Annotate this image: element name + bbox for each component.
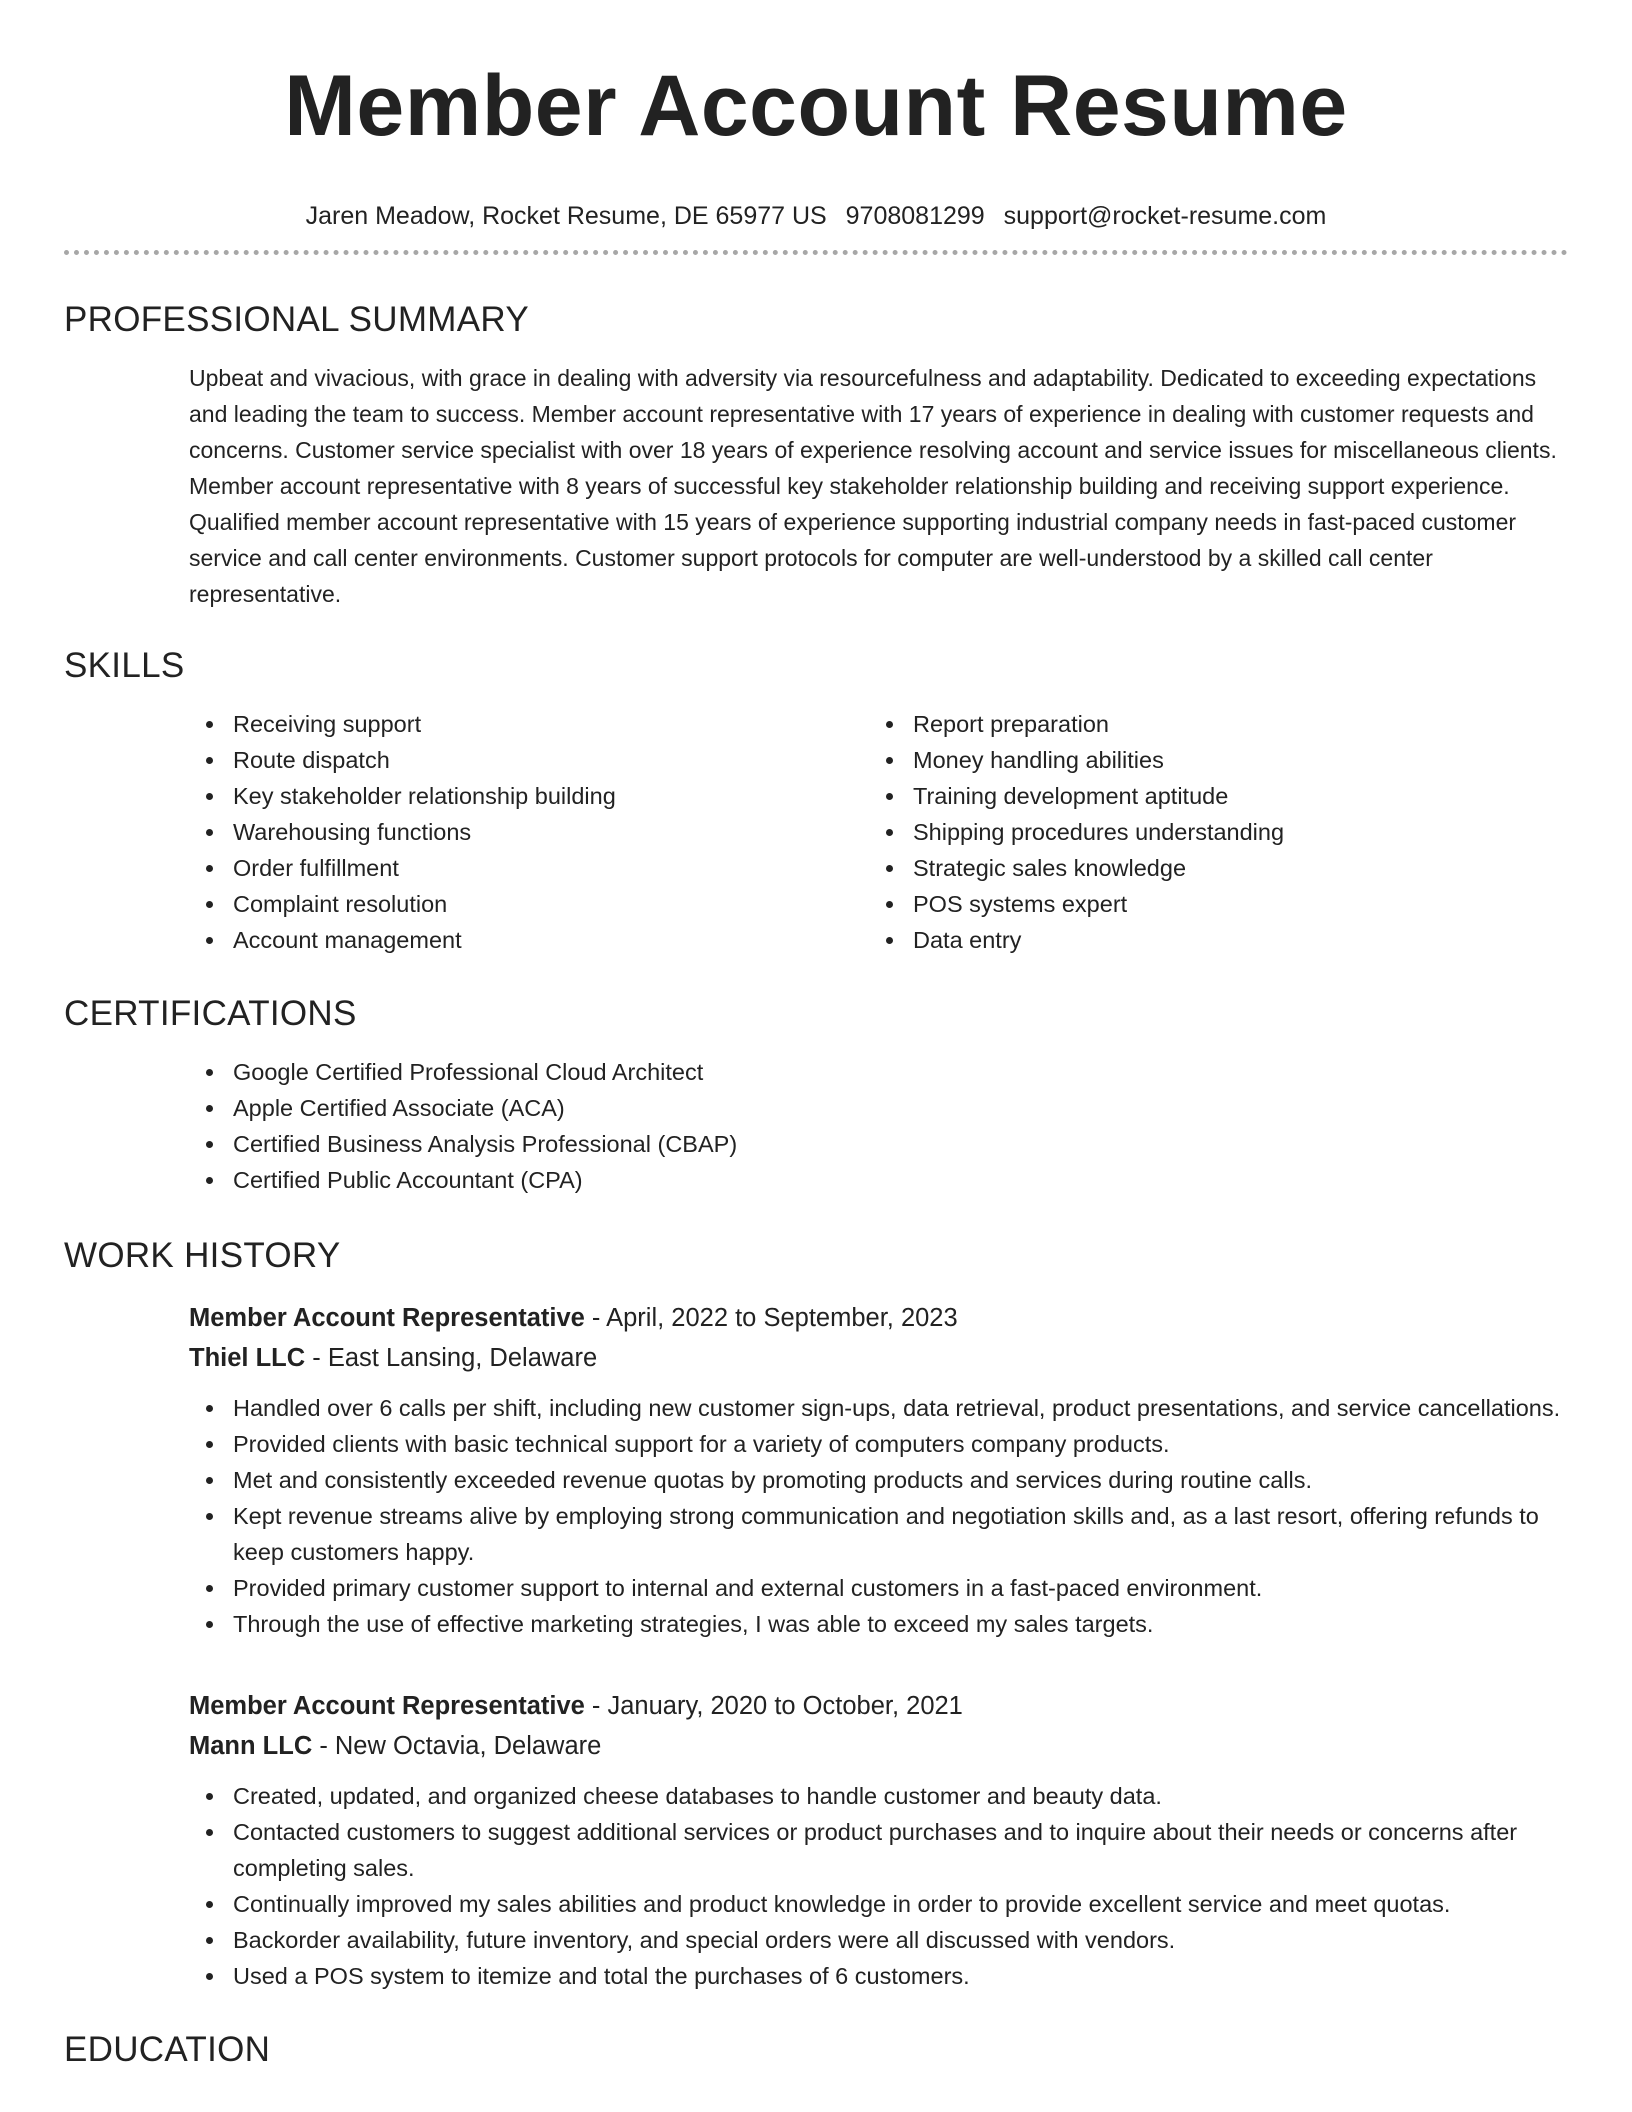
resume-title: Member Account Resume xyxy=(284,58,1348,154)
job-title: Member Account Representative xyxy=(189,1692,585,1720)
skill-item: Training development aptitude xyxy=(869,778,1549,814)
job-bullet: Met and consistently exceeded revenue quotas by promoting products and services during routine calls. xyxy=(189,1462,1568,1498)
contact-email: support@rocket-resume.com xyxy=(1003,202,1327,230)
education-section xyxy=(64,2020,1568,2080)
job-company: Thiel LLC xyxy=(189,1344,306,1372)
skills-heading: SKILLS xyxy=(64,646,185,685)
skill-item: Route dispatch xyxy=(189,742,869,778)
skill-item: Money handling abilities xyxy=(869,742,1549,778)
skill-item: Data entry xyxy=(869,922,1549,958)
contact-phone: 9708081299 xyxy=(845,202,985,230)
summary-heading: PROFESSIONAL SUMMARY xyxy=(64,300,529,339)
certification-item: Certified Business Analysis Professional (CBAP) xyxy=(189,1126,1568,1162)
contact-address: Jaren Meadow, Rocket Resume, DE 65977 US xyxy=(305,202,827,230)
job-company: Mann LLC xyxy=(189,1732,313,1760)
job-bullet: Provided primary customer support to internal and external customers in a fast-paced environment. xyxy=(189,1570,1568,1606)
skill-item: POS systems expert xyxy=(869,886,1549,922)
job-company-line xyxy=(189,1338,1568,1378)
job-bullet: Created, updated, and organized cheese databases to handle customer and beauty data. xyxy=(189,1778,1568,1814)
skills-list-left xyxy=(189,706,869,958)
job-title: Member Account Representative xyxy=(189,1304,585,1332)
job-dates: - January, 2020 to October, 2021 xyxy=(584,1692,963,1720)
education-heading: EDUCATION xyxy=(64,2030,271,2069)
skill-item: Strategic sales knowledge xyxy=(869,850,1549,886)
header-divider xyxy=(64,250,1568,255)
job-bullet: Backorder availability, future inventory, and special orders were all discussed with vendors. xyxy=(189,1922,1568,1958)
certifications-list xyxy=(189,1054,1568,1198)
job-company-line xyxy=(189,1726,1568,1766)
certifications-heading: CERTIFICATIONS xyxy=(64,994,357,1033)
job-bullets xyxy=(189,1390,1568,1642)
job-bullet: Provided clients with basic technical support for a variety of computers company products. xyxy=(189,1426,1568,1462)
job-location: - East Lansing, Delaware xyxy=(305,1344,598,1372)
job-bullets xyxy=(189,1778,1568,1994)
job-bullet: Kept revenue streams alive by employing strong communication and negotiation skills and, as a last resort, offering refunds to keep customers happy. xyxy=(189,1498,1568,1570)
skill-item: Warehousing functions xyxy=(189,814,869,850)
job-bullet: Continually improved my sales abilities and product knowledge in order to provide excellent service and meet quotas. xyxy=(189,1886,1568,1922)
job-title-line xyxy=(189,1298,1568,1338)
skill-item: Shipping procedures understanding xyxy=(869,814,1549,850)
job-bullet: Contacted customers to suggest additional services or product purchases and to inquire about their needs or concerns after completing sales. xyxy=(189,1814,1568,1886)
work-heading: WORK HISTORY xyxy=(64,1236,341,1275)
summary-section xyxy=(64,290,1568,612)
job-bullet: Used a POS system to itemize and total the purchases of 6 customers. xyxy=(189,1958,1568,1994)
job-dates: - April, 2022 to September, 2023 xyxy=(584,1304,958,1332)
job-entry xyxy=(189,1298,1568,1642)
work-section xyxy=(64,1226,1568,1994)
skill-item: Key stakeholder relationship building xyxy=(189,778,869,814)
skill-item: Complaint resolution xyxy=(189,886,869,922)
resume-body xyxy=(64,290,1568,2080)
certification-item: Google Certified Professional Cloud Architect xyxy=(189,1054,1568,1090)
job-location: - New Octavia, Delaware xyxy=(312,1732,602,1760)
job-title-line xyxy=(189,1686,1568,1726)
certifications-section xyxy=(64,984,1568,1198)
contact-line xyxy=(0,198,1632,234)
certification-item: Apple Certified Associate (ACA) xyxy=(189,1090,1568,1126)
skills-section xyxy=(64,636,1568,958)
job-bullet: Through the use of effective marketing strategies, I was able to exceed my sales targets. xyxy=(189,1606,1568,1642)
summary-text: Upbeat and vivacious, with grace in dealing with adversity via resourcefulness and adaptability. Dedicated to exceeding expectations and leading the team to success. Member account representative with 17 years of experience in dealing with customer requests and concerns. Customer service specialist with over 18 years of experience resolving account and service issues for miscellaneous clients. Member account representative with 8 years of successful key stakeholder relationship building and receiving support experience. Qualified member account representative with 15 years of experience supporting industrial company needs in fast-paced customer service and call center environments. Customer support protocols for computer are well-understood by a skilled call center representative. xyxy=(189,365,1557,607)
job-bullet: Handled over 6 calls per shift, including new customer sign-ups, data retrieval, product presentations, and service cancellations. xyxy=(189,1390,1568,1426)
skill-item: Account management xyxy=(189,922,869,958)
skills-list-right xyxy=(869,706,1549,958)
skill-item: Report preparation xyxy=(869,706,1549,742)
skill-item: Receiving support xyxy=(189,706,869,742)
skill-item: Order fulfillment xyxy=(189,850,869,886)
certification-item: Certified Public Accountant (CPA) xyxy=(189,1162,1568,1198)
skills-grid xyxy=(189,706,1568,958)
job-entry xyxy=(189,1686,1568,1994)
